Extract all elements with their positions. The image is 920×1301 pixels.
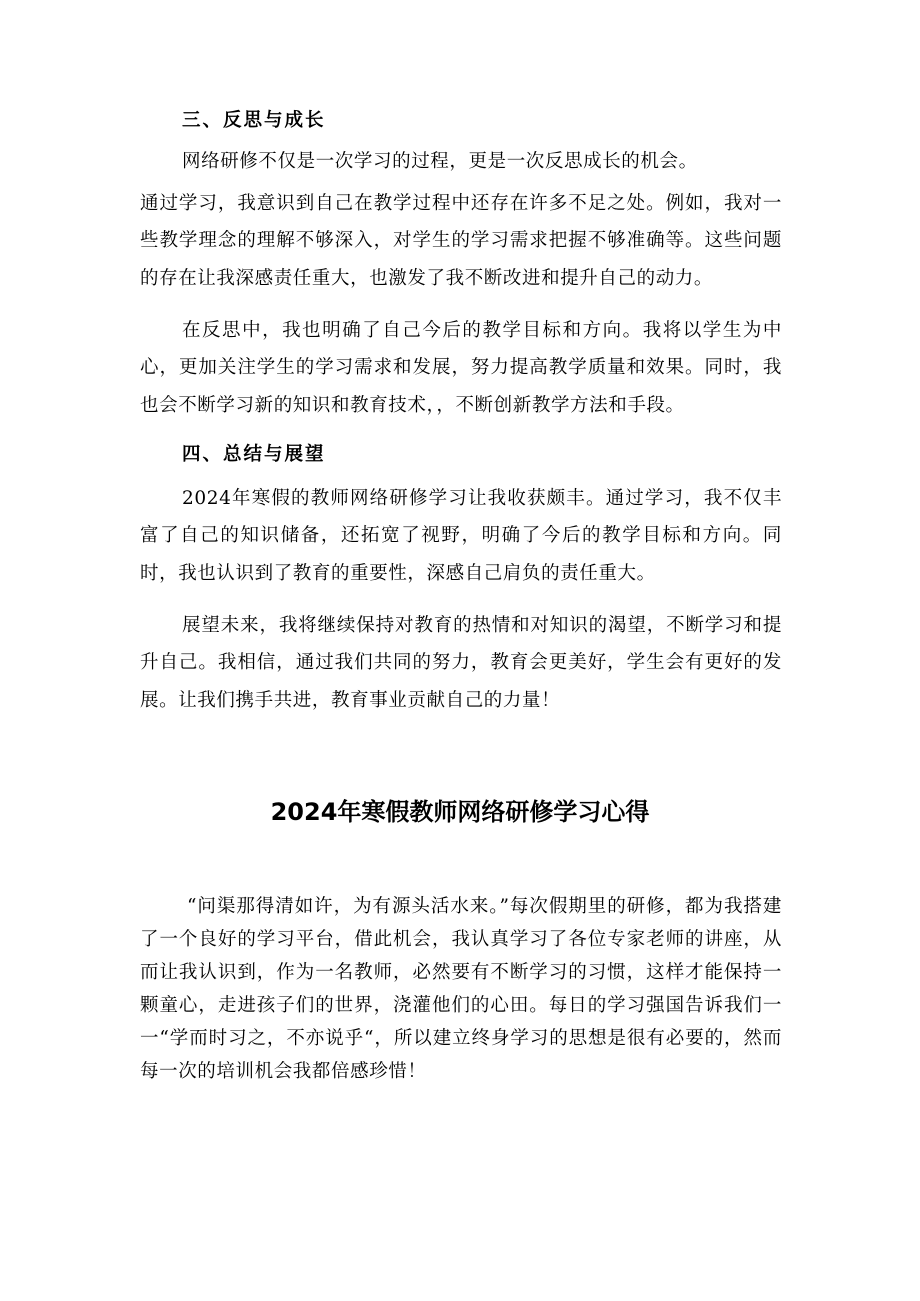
paragraph: 在反思中，我也明确了自己今后的教学目标和方向。我将以学生为中心，更加关注学生的学习需求和发展，努力提高教学质量和效果。同时，我也会不断学习新的知识和教育技术，，不断创新教学方法和手段。 bbox=[140, 320, 782, 416]
section-heading-summary: 四、总结与展望 bbox=[182, 444, 326, 465]
article-title: 2024年寒假教师网络研修学习心得 bbox=[270, 798, 650, 826]
paragraph: 网络研修不仅是一次学习的过程，更是一次反思成长的机会。 bbox=[182, 151, 698, 172]
section-heading-reflection: 三、反思与成长 bbox=[182, 110, 326, 131]
paragraph: 2024年寒假的教师网络研修学习让我收获颇丰。通过学习，我不仅丰富了自己的知识储备，还拓宽了视野，明确了今后的教学目标和方向。同时，我也认识到了教育的重要性，深感自己肩负的责任重大。 bbox=[140, 488, 782, 584]
paragraph: “问渠那得清如许，为有源头活水来。”每次假期里的研修，都为我搭建了一个良好的学习平台，借此机会，我认真学习了各位专家老师的讲座，从而让我认识到，作为一名教师，必然要有不断学习的习惯，这样才能保持一颗童心，走进孩子们的世界，浇灌他们的心田。每日的学习强国告诉我们一一“学而时习之，不亦说乎“，所以建立终身学习的思想是很有必要的，然而每一次的培训机会我都倍感珍惜！ bbox=[140, 896, 782, 1082]
paragraph: 通过学习，我意识到自己在教学过程中还存在许多不足之处。例如，我对一些教学理念的理解不够深入，对学生的学习需求把握不够准确等。这些问题的存在让我深感责任重大，也激发了我不断改进和提升自己的动力。 bbox=[140, 193, 782, 289]
paragraph: 展望未来，我将继续保持对教育的热情和对知识的渴望，不断学习和提升自己。我相信，通过我们共同的努力，教育会更美好，学生会有更好的发展。让我们携手共进，教育事业贡献自己的力量！ bbox=[140, 615, 782, 711]
